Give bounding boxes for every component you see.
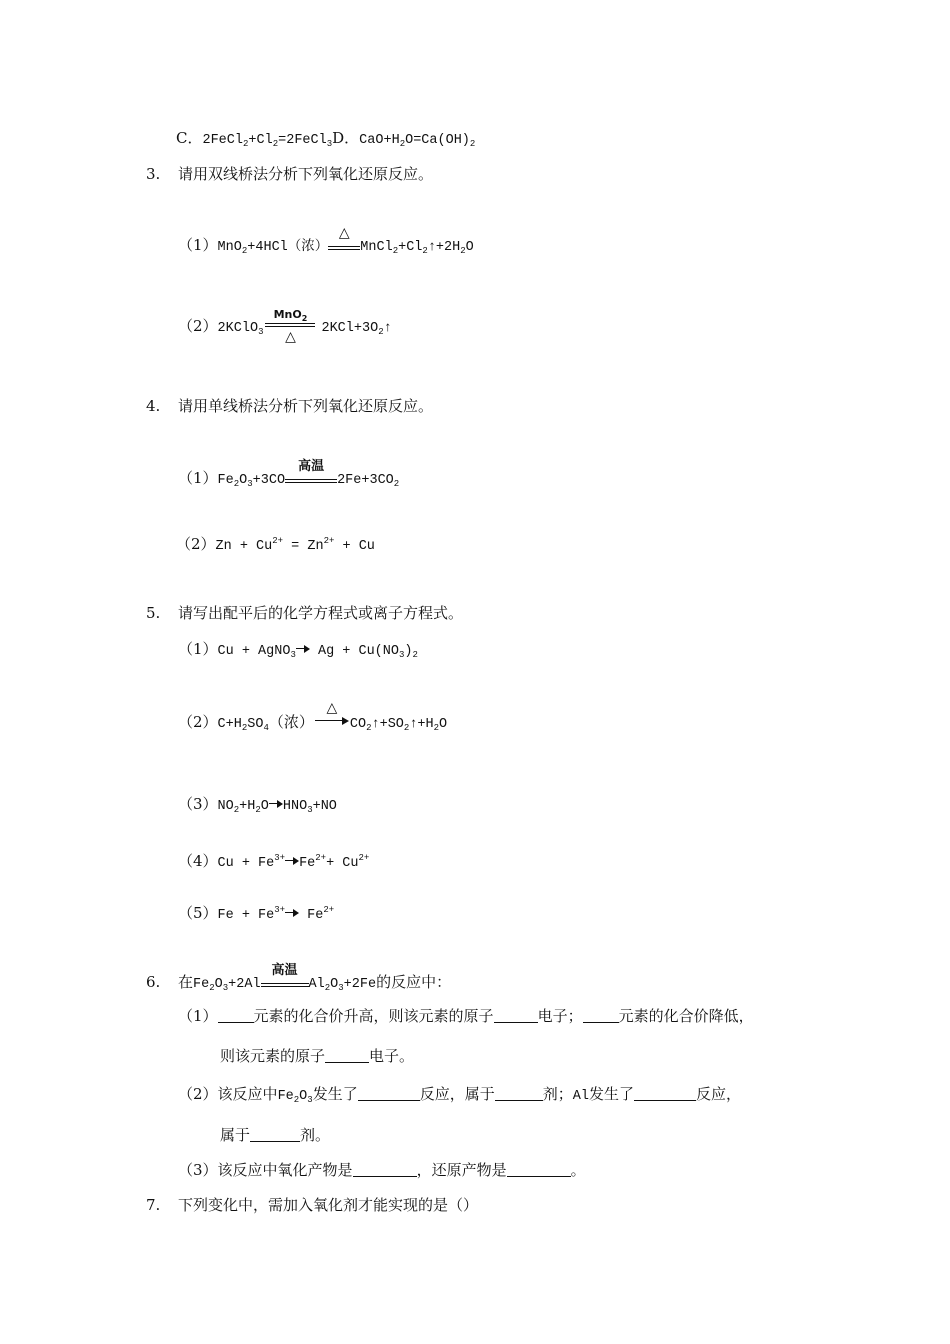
q5-reaction-5: $(5)Fe + Fe^{3+}$ $Fe^{2+}$ xyxy=(178,904,335,923)
question-5-text: 请写出配平后的化学方程式或离子方程式。 xyxy=(178,604,464,622)
reaction-arrow-icon xyxy=(285,909,299,917)
q5-reaction-2: $(2)C+H_2SO_4$（浓） △ $CO_2↑+SO_2↑+H_2O$ xyxy=(178,700,448,733)
answer-blank[interactable] xyxy=(634,1086,696,1101)
answer-blank[interactable] xyxy=(583,1008,619,1023)
option-c-label: C． xyxy=(176,129,203,147)
answer-blank[interactable] xyxy=(495,1086,543,1101)
q6-sub-2-line-1: （2）该反应中$Fe_2O_3$发生了 反应，属于 剂；Al发生了 反应， xyxy=(178,1085,741,1105)
reaction-arrow-icon xyxy=(285,857,299,865)
question-7-text: 下列变化中，需加入氧化剂才能实现的是（） xyxy=(178,1196,479,1214)
reaction-arrow-icon xyxy=(315,716,349,726)
question-3-text: 请用双线桥法分析下列氧化还原反应。 xyxy=(178,165,434,183)
q6-sub-3: （3）该反应中氧化产物是 ，还原产物是 。 xyxy=(178,1161,586,1179)
question-7-number: 7. xyxy=(146,1196,161,1214)
q6-sub-1-line-2: 则该元素的原子 电子。 xyxy=(220,1047,415,1065)
answer-blank[interactable] xyxy=(250,1127,300,1142)
heat-condition-sign: △ xyxy=(328,240,360,250)
answer-blank[interactable] xyxy=(507,1162,571,1177)
answer-blank[interactable] xyxy=(325,1048,369,1063)
answer-blank[interactable] xyxy=(358,1086,420,1101)
q5-reaction-1: （1）Cu + AgNO$_3$ $Ag + Cu(NO_3)_2$ xyxy=(178,640,418,660)
option-d-equation: $CaO+H_2O=Ca(OH)_2$ xyxy=(359,133,476,149)
high-temperature-condition-sign: 高温 xyxy=(261,977,309,987)
q3-reaction-2: （2）2KClO$_3$ MnO$_2$ △ $2KCl+3O_2↑$ xyxy=(178,308,392,345)
answer-blank[interactable] xyxy=(353,1162,417,1177)
heat-arrow-condition: △ xyxy=(314,715,350,730)
q4-reaction-2: $(2)Zn + Cu^{2+} = Zn^{2+} + Cu$ xyxy=(176,535,375,554)
option-line-cd xyxy=(176,131,475,148)
answer-blank[interactable] xyxy=(494,1008,538,1023)
answer-blank[interactable] xyxy=(218,1008,254,1023)
q5-reaction-4: $(4)Cu + Fe^{3+}$ $Fe^{2+}+ Cu^{2+}$ xyxy=(178,852,370,871)
q5-reaction-3: $(3)NO_2+H_2O$ $HNO_3+NO$ xyxy=(178,795,337,815)
q6-sub-1-line-1: （1） 元素的化合价升高，则该元素的原子 电子； 元素的化合价降低， xyxy=(178,1007,754,1025)
question-3-number: 3. xyxy=(146,165,161,183)
question-6-intro: 在$Fe_2O_3+2Al$ 高温 $Al_2O_3+2Fe$的反应中： xyxy=(178,963,452,993)
question-4-number: 4. xyxy=(146,397,161,415)
reaction-arrow-icon xyxy=(296,645,310,653)
option-c-equation: $2FeCl_2+Cl_2=2FeCl_3$ xyxy=(202,133,333,149)
question-4-text: 请用单线桥法分析下列氧化还原反应。 xyxy=(178,397,434,415)
q4-reaction-1: $(1)Fe_2O_3+3CO$ 高温 $2Fe+3CO_2$ xyxy=(178,459,400,489)
option-d-label: D． xyxy=(332,129,360,147)
question-6-number: 6. xyxy=(146,973,161,991)
high-temperature-condition-sign: 高温 xyxy=(285,473,337,483)
reaction-arrow-icon xyxy=(269,800,283,808)
q6-sub-2-line-2: 属于 剂。 xyxy=(220,1126,331,1144)
q3-reaction-1: （1）MnO$_2$+4HCl（浓） △ $MnCl_2+Cl_2↑+2H_2O$ xyxy=(178,225,474,256)
question-5-number: 5. xyxy=(146,604,161,622)
